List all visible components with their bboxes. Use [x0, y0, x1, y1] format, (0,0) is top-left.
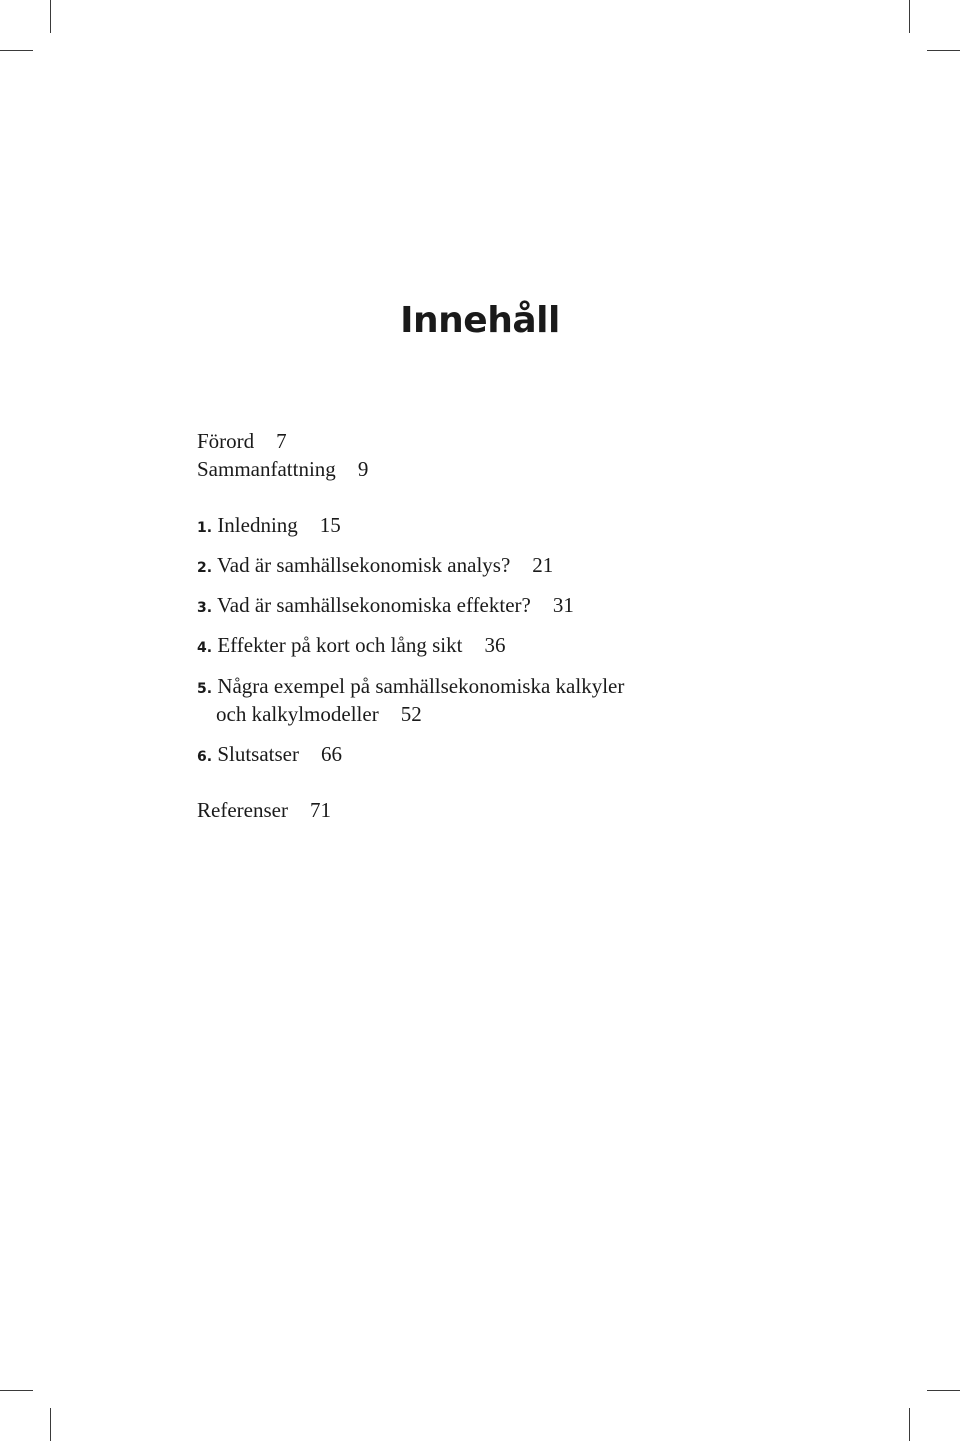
toc-entry-label: Inledning — [217, 513, 298, 537]
crop-mark-top-left-horizontal — [0, 50, 33, 51]
chapter-number: 2. — [197, 560, 213, 576]
crop-mark-top-right-vertical — [909, 0, 910, 33]
toc-entry-label: Effekter på kort och lång sikt — [217, 633, 463, 657]
toc-entry-page: 7 — [276, 429, 287, 453]
page-title: Innehåll — [400, 300, 560, 341]
toc-entry-page: 21 — [532, 553, 554, 577]
crop-mark-top-left-vertical — [50, 0, 51, 33]
toc-entry-page: 36 — [484, 633, 506, 657]
toc-entry-label: Vad är samhällsekonomisk analys? — [216, 553, 511, 577]
toc-entry-label-continued: och kalkylmodeller — [216, 702, 379, 726]
toc-entry-label: Förord — [197, 429, 255, 453]
chapter-number: 5. — [197, 681, 213, 697]
chapter-number: 1. — [197, 520, 213, 536]
toc-entry-page: 9 — [357, 457, 369, 481]
toc-entry-page: 71 — [309, 798, 331, 822]
toc-chapter-3 — [197, 591, 574, 622]
crop-mark-bottom-left-vertical — [50, 1408, 51, 1441]
toc-entry-referenser — [197, 796, 331, 824]
toc-chapter-1 — [197, 511, 341, 542]
toc-entry-label: Sammanfattning — [197, 457, 336, 481]
toc-chapter-5 — [197, 672, 624, 703]
toc-chapter-4 — [197, 631, 505, 662]
toc-entry-forord — [197, 427, 287, 455]
toc-entry-label: Referenser — [197, 798, 288, 822]
crop-mark-top-right-horizontal — [927, 50, 960, 51]
toc-chapter-6 — [197, 740, 342, 771]
chapter-number: 3. — [197, 600, 213, 616]
crop-mark-bottom-right-horizontal — [927, 1390, 960, 1391]
toc-entry-sammanfattning — [197, 455, 368, 483]
toc-entry-page: 31 — [552, 593, 574, 617]
toc-entry-label: Vad är samhällsekonomiska effekter? — [216, 593, 531, 617]
toc-entry-page: 52 — [400, 702, 422, 726]
toc-chapter-5-continued — [216, 700, 422, 728]
toc-entry-page: 66 — [320, 742, 342, 766]
crop-mark-bottom-right-vertical — [909, 1408, 910, 1441]
toc-chapter-2 — [197, 551, 553, 582]
crop-mark-bottom-left-horizontal — [0, 1390, 33, 1391]
toc-entry-label: Slutsatser — [217, 742, 299, 766]
chapter-number: 6. — [197, 749, 213, 765]
toc-entry-page: 15 — [319, 513, 341, 537]
toc-entry-label: Några exempel på samhällsekonomiska kalkyler — [217, 674, 625, 698]
chapter-number: 4. — [197, 640, 213, 656]
